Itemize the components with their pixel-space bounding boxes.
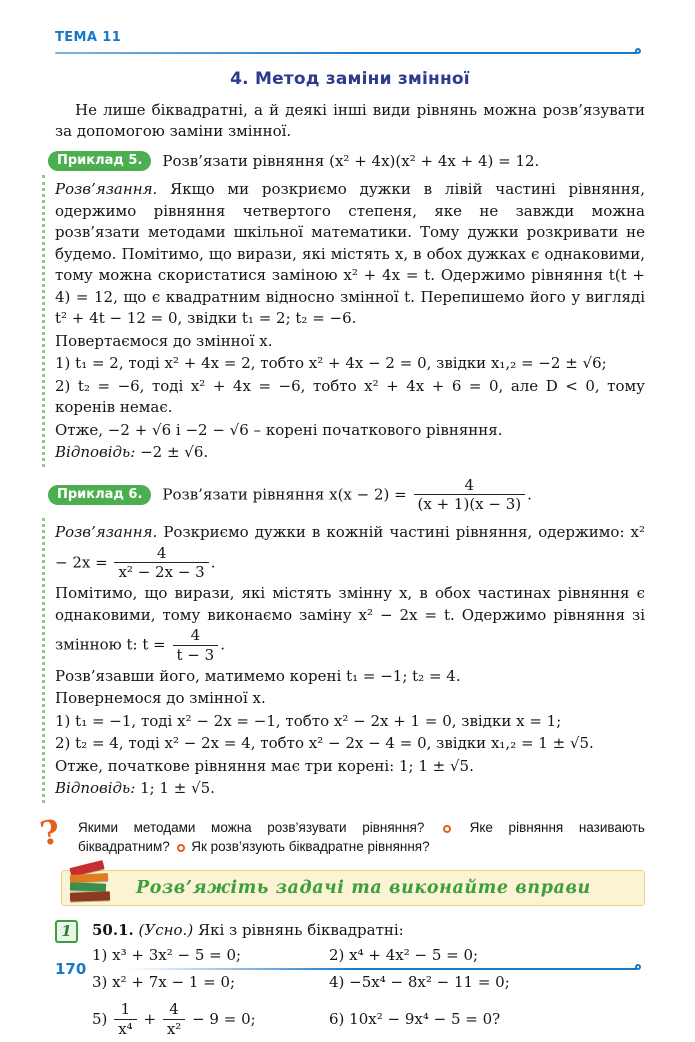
fraction-denominator: (x + 1)(x − 3) [414,494,526,513]
solution-label: Розв’язання. [55,180,158,198]
item-5-pre: 5) [92,1010,108,1029]
example-5-section [55,151,645,467]
fraction-numerator: 4 [464,475,475,494]
exercise-item-6: 6) 10x² − 9x⁴ − 5 = 0? [329,1010,501,1029]
question-2: Яке рівняння називають біквадратним? [78,819,645,854]
example-6-section [55,476,645,803]
item-5-post: − 9 = 0; [192,1010,256,1029]
solution-label: Розв’язання. [55,523,158,542]
fraction [114,545,208,582]
fraction-denominator: t − 3 [173,645,219,664]
answer-label: Відповідь: [55,443,136,461]
fraction-denominator: x⁴ [114,1019,136,1038]
solution-case-2: 2) t₂ = −6, тоді x² + 4x = −6, тобто x² + 4x + 6 = 0, але D < 0, тому коренів немає. [55,376,645,416]
exercise-50-1 [55,919,645,1042]
page-footer [55,960,637,978]
exercise-item-2: 2) x⁴ + 4x² − 5 = 0; [329,945,479,964]
item-5-mid: + [143,1010,157,1029]
fraction-numerator: 4 [190,626,201,645]
solution-text: Помітимо, що вирази, які містять змінну x, в обох частинах рівняння є однаковими, тому виконаємо заміну x² − 2x = t. Одержимо рівняння зі змінною t: t = [55,584,645,654]
exercise-number: 50.1. [92,920,134,939]
task-text-end: . [527,484,532,503]
solution-paragraph [55,522,645,582]
exercise-item-3: 3) x² + 7x − 1 = 0; [92,972,236,991]
solution-text: Розкриємо дужки в кожній частині рівняння, одержимо: x² − 2x = [55,523,645,571]
questions-text [78,815,645,856]
solution-case-1: 1) t₁ = −1, тоді x² − 2x = −1, тобто x² − 2x + 1 = 0, звідки x = 1; [55,711,562,730]
example-6-solution [42,518,645,803]
solution-case-1: 1) t₁ = 2, тоді x² + 4x = 2, тобто x² + 4x − 2 = 0, звідки x₁,₂ = −2 ± √6; [55,354,607,372]
question-mark-icon: ? [37,811,63,854]
page-number: 170 [55,960,87,978]
exercise-item-1: 1) x³ + 3x² − 5 = 0; [92,945,242,964]
example-6-task [162,476,532,515]
fraction-denominator: x² [163,1019,185,1038]
exercise-level-badge: 1 [55,920,78,943]
exercise-mode: (Усно.) [138,920,194,939]
answer-label: Відповідь: [55,779,136,798]
fraction-denominator: x² − 2x − 3 [114,562,208,581]
solution-text-end: . [220,635,225,654]
solution-answer [55,442,645,464]
answer-value: 1; 1 ± √5. [140,779,215,798]
question-separator-icon [443,825,451,833]
example-5-task-row [55,151,645,171]
example-5-task: Розв’язати рівняння (x² + 4x)(x² + 4x + 4) = 12. [162,152,540,170]
question-1: Якими методами можна розв’язувати рівняння? [78,819,425,835]
exercise-heading [92,919,645,941]
banner-title: Розв’яжіть задачі та виконайте вправи [136,877,591,898]
page-title: 4. Метод заміни змінної [230,69,470,89]
solution-text-end: . [210,552,216,571]
exercises-banner [61,870,645,906]
fraction [163,1001,185,1038]
question-3: Як розв’язують біквадратне рівняння? [191,838,430,854]
exercise-prompt: Які з рівнянь біквадратні: [197,920,404,939]
exercise-items [92,944,645,1042]
solution-conclusion: Отже, початкове рівняння має три корені: 1; 1 ± √5. [55,756,474,775]
fraction [173,627,219,664]
page-header [55,30,645,54]
example-6-task-row [55,476,645,515]
exercise-item-4: 4) −5x⁴ − 8x² − 11 = 0; [329,972,510,991]
task-text: Розв’язати рівняння x(x − 2) = [162,484,407,503]
fraction-numerator: 1 [120,1000,131,1019]
fraction [414,477,526,514]
line-end-ring-icon [635,48,641,54]
question-separator-icon [177,844,185,852]
solution-paragraph: Розв’язавши його, матимемо корені t₁ = −1; t₂ = 4. [55,666,461,685]
intro-paragraph: Не лише біквадратні, а й деякі інші види рівнянь можна розв’язувати за допомогою заміни змінної. [55,101,645,140]
exercise-body [92,919,645,1042]
books-stack-icon [64,862,116,912]
example-6-badge: Приклад 6. [48,485,151,505]
example-5-badge: Приклад 5. [48,151,151,171]
line-end-ring-icon [635,964,641,970]
fraction [114,1001,136,1038]
fraction-numerator: 4 [169,1000,179,1019]
theme-label: ТЕМА 11 [55,30,122,45]
footer-rule [128,968,637,970]
example-5-solution [42,175,645,467]
header-rule [55,52,637,54]
solution-text: Якщо ми розкриємо дужки в лівій частині рівняння, одержимо рівняння четвертого степеня, яке не завжди можна розв’язати методами шкільної математики. Тому дужки розкривати не будемо. Помітимо, що вирази, які містять x, в обох дужках є однаковими, тому можна скористатися заміною x² + 4x = t. Одержимо рівняння t(t + 4) = 12, що є квадратним відносно змінної t. Перепишемо його у вигляді t² + 4t − 12 = 0, звідки t₁ = 2; t₂ = −6. [55,180,645,327]
answer-value: −2 ± √6. [140,443,209,461]
exercise-item-5 [92,998,329,1042]
solution-case-2: 2) t₂ = 4, тоді x² − 2x = 4, тобто x² − 2x − 4 = 0, звідки x₁,₂ = 1 ± √5. [55,734,594,753]
solution-paragraph: Повертаємося до змінної x. [55,331,273,350]
solution-answer [55,778,645,800]
solution-paragraph [55,179,645,330]
solution-paragraph: Повернемося до змінної x. [55,689,266,708]
solution-paragraph [55,583,645,665]
solution-conclusion: Отже, −2 + √6 і −2 − √6 – корені початкового рівняння. [55,420,503,439]
review-questions [33,811,645,856]
fraction-numerator: 4 [156,543,167,562]
